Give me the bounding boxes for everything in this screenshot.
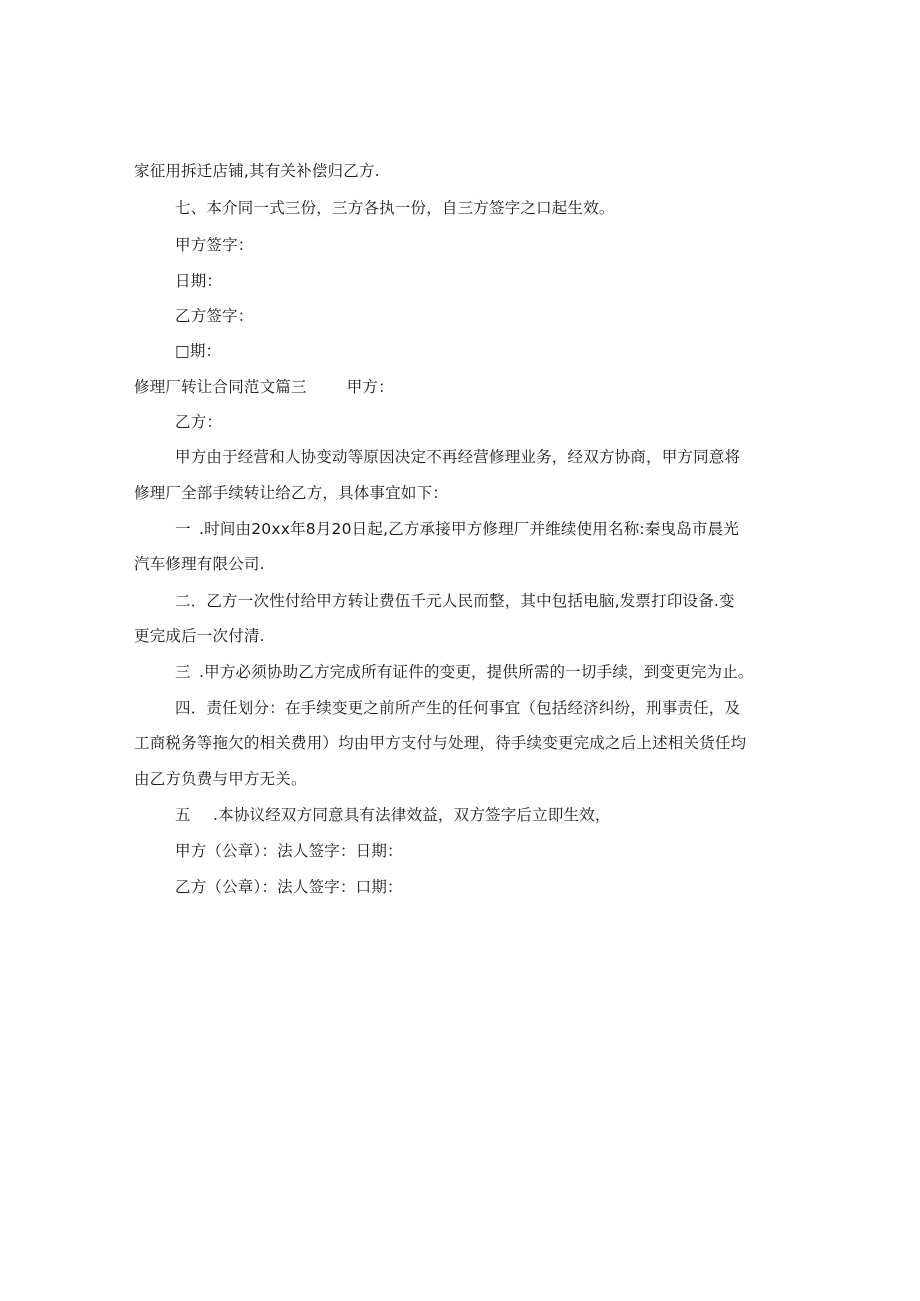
item-four-text: 四．责任划分：在手续变更之前所产生的任何事宜（包括经济纠纷，刑事责任，及 — [175, 699, 741, 717]
clause-seven: 七、本介同一式三份，三方各执一份，自三方签字之口起生效。 — [175, 199, 615, 217]
party-b-seal-signature-line: 乙方（公章）：法人签字：口期： — [175, 878, 403, 896]
item-four-continuation-1: 工商税务等拖欠的相关费用）均由甲方支付与处理，待手续变更完成之后上述相关货任均 — [134, 734, 747, 752]
item-one — [175, 519, 739, 539]
item-five — [175, 805, 611, 825]
item-three-text: .甲方必须协助乙方完成所有证件的变更，提供所需的一切手续，到变更完为止。 — [199, 663, 754, 681]
item-four-continuation-2: 由乙方负费与甲方无关。 — [134, 770, 307, 788]
item-one-continuation: 汽车修理有限公司. — [134, 555, 265, 573]
date-label-2: □期： — [175, 342, 222, 360]
intro-paragraph-line1: 甲方由于经营和人协变动等原因决定不再经营修理业务，经双方协商，甲方同意将 — [175, 448, 741, 466]
party-a-seal-signature-line: 甲方（公章）：法人签字：日期： — [175, 842, 403, 860]
section-title: 修理厂转让合同范文篇三 — [134, 378, 307, 396]
date-label: 日期： — [175, 272, 223, 290]
item-one-text: .时间由20xx年8月20日起,乙方承接甲方修理厂并维续使用名称:秦曳岛市晨光 — [199, 520, 740, 538]
party-b-signature-label: 乙方签字： — [175, 307, 254, 325]
item-three — [175, 662, 754, 682]
item-one-number: 一 — [175, 520, 191, 538]
item-two-continuation: 更完成后一次付清. — [134, 627, 265, 645]
intro-paragraph-line2: 修理厂全部手续转让给乙方，具体事宜如下： — [134, 484, 449, 502]
item-five-number: 五 — [175, 806, 191, 824]
item-five-text: .本协议经双方同意具有法律效益，双方签字后立即生效， — [213, 806, 611, 824]
text-line: 家征用拆迁店铺,其有关补偿归乙方. — [134, 162, 380, 180]
item-two-text: 二．乙方一次性付给甲方转让费伍千元人民而整，其中包括电脑,发票打印设备.变 — [175, 592, 735, 610]
party-a-signature-label: 甲方签字： — [175, 236, 254, 254]
party-a-label: 甲方： — [346, 378, 394, 396]
item-three-number: 三 — [175, 663, 191, 681]
party-b-label: 乙方： — [175, 413, 223, 431]
section-heading-row — [134, 377, 394, 397]
